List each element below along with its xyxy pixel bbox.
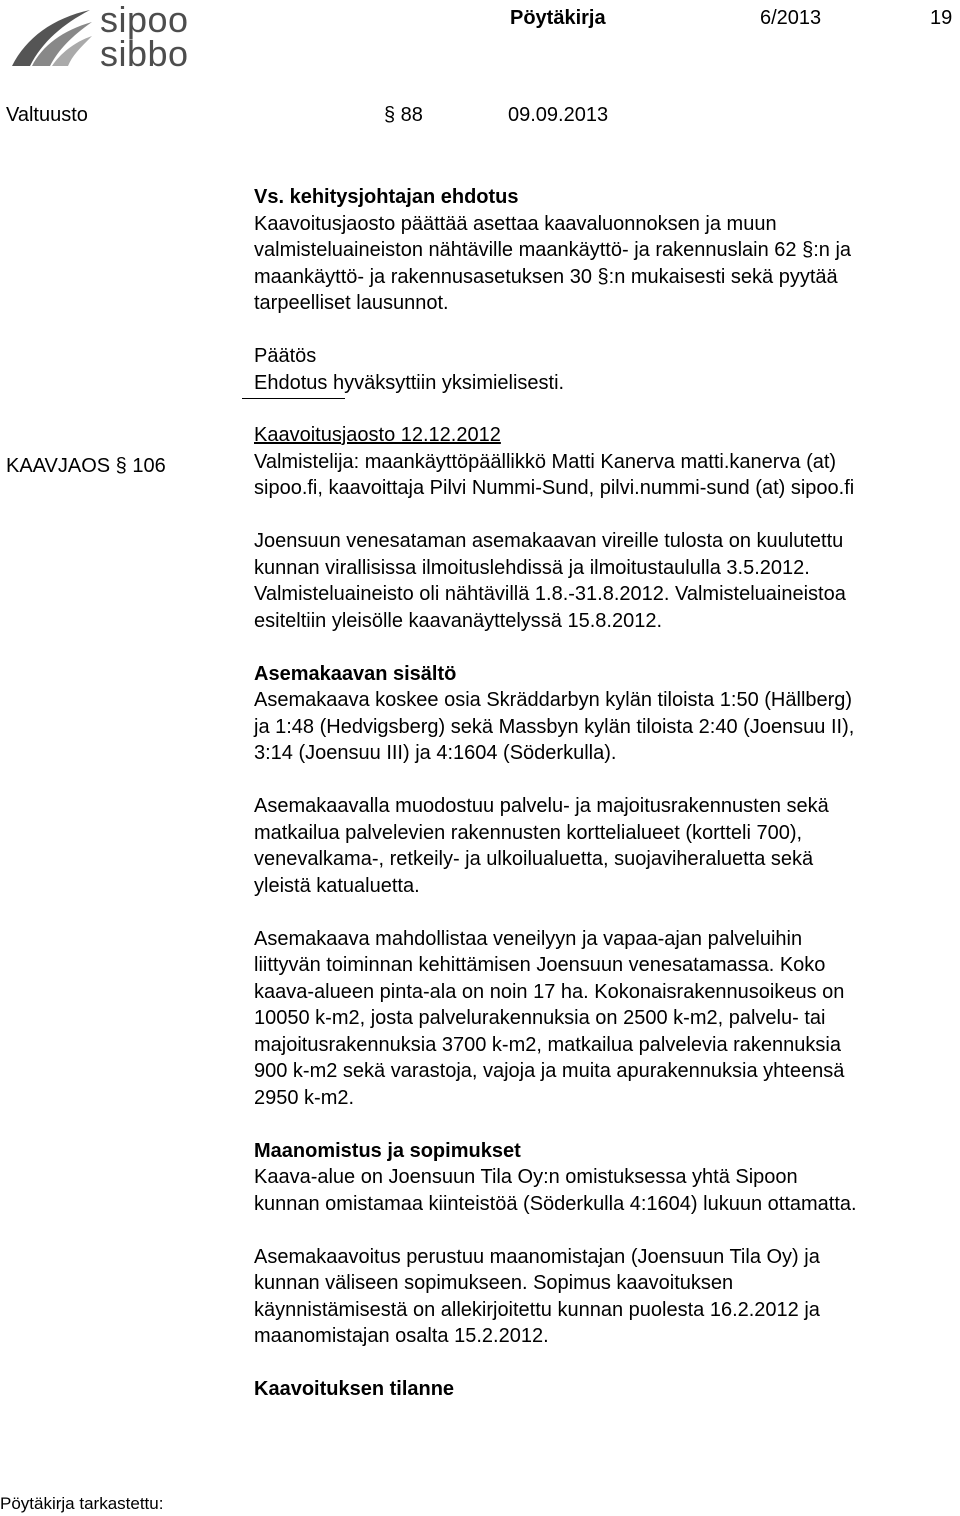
paragraph-line: ja 1:48 (Hedvigsberg) sekä Massbyn kylän tiloista 2:40 (Joensuu II), [254, 715, 855, 738]
paragraph-line: yleistä katualuetta. [254, 874, 420, 897]
paragraph-line: kaava-alueen pinta-ala on noin 17 ha. Kokonaisrakennusoikeus on [254, 980, 845, 1003]
page-number: 19 [930, 7, 953, 29]
sipoo-sibbo-logo [8, 0, 258, 74]
announcement-line: Joensuun venesataman asemakaavan vireille tulosta on kuulutettu [254, 530, 844, 552]
content-heading: Asemakaavan sisältö [254, 662, 457, 685]
decision-heading: Päätös [254, 345, 317, 367]
paragraph-line: maanomistajan osalta 15.2.2012. [254, 1325, 549, 1347]
paragraph-line: majoitusrakennuksia 3700 k-m2, matkailua palvelevia rakennuksia [254, 1033, 841, 1056]
paragraph-line: matkailua palvelevien rakennusten korttelialueet (kortteli 700), [254, 821, 803, 844]
logo-text-sipoo: sipoo [100, 0, 189, 40]
paragraph-line: Asemakaavoitus perustuu maanomistajan (Joensuun Tila Oy) ja [254, 1245, 820, 1268]
announcement-line: esiteltiin yleisölle kaavanäyttelyssä 15.8.2012. [254, 609, 663, 632]
proposal-heading: Vs. kehitysjohtajan ehdotus [254, 186, 519, 208]
decision-text: Ehdotus hyväksyttiin yksimielisesti. [254, 371, 565, 394]
proposal-line: Kaavoitusjaosto päättää asettaa kaavaluonnoksen ja muun [254, 212, 777, 235]
paragraph-line: venevalkama-, retkeily- ja ulkoilualuetta, suojaviheraluetta sekä [254, 848, 814, 870]
status-heading: Kaavoituksen tilanne [254, 1378, 455, 1400]
announcement-line: Valmisteluaineisto oli nähtävillä 1.8.-31.8.2012. Valmisteluaineistoa [254, 583, 846, 605]
proposal-line: maankäyttö- ja rakennusasetuksen 30 §:n mukaisesti sekä pyytää [254, 265, 838, 288]
paragraph-line: Asemakaava mahdollistaa veneilyyn ja vapaa-ajan palveluihin [254, 927, 803, 950]
document-type: Pöytäkirja [510, 7, 606, 29]
announcement-line: kunnan virallisissa ilmoituslehdissä ja ilmoitustaululla 3.5.2012. [254, 556, 810, 579]
meeting-body: Valtuusto [6, 104, 88, 126]
paragraph-line: 2950 k-m2. [254, 1086, 355, 1109]
paragraph-line: käynnistämisestä on allekirjoitettu kunnan puolesta 16.2.2012 ja [254, 1298, 820, 1321]
proposal-line: valmisteluaineiston nähtäville maankäyttö- ja rakennuslain 62 §:n ja [254, 239, 852, 261]
paragraph-line: kunnan omistamaa kiinteistöä (Söderkulla 4:1604) lukuun ottamatta. [254, 1192, 857, 1215]
ownership-heading: Maanomistus ja sopimukset [254, 1139, 521, 1162]
meeting-date: 09.09.2013 [508, 104, 609, 126]
kaavjaos-reference: KAAVJAOS § 106 [6, 455, 166, 477]
section-number: § 88 [384, 104, 423, 126]
paragraph-line: Asemakaavalla muodostuu palvelu- ja majoitusrakennusten sekä [254, 795, 829, 817]
logo-text-sibbo: sibbo [100, 33, 189, 74]
paragraph-line: liittyvän toiminnan kehittämisen Joensuun venesatamassa. Koko [254, 954, 826, 976]
preparer-line: Valmistelija: maankäyttöpäällikkö Matti Kanerva matti.kanerva (at) [254, 450, 837, 473]
paragraph-line: Kaava-alue on Joensuun Tila Oy:n omistuksessa yhtä Sipoon [254, 1166, 798, 1188]
paragraph-line: 10050 k-m2, josta palvelurakennuksia on 2500 k-m2, palvelu- tai [254, 1007, 826, 1029]
main-content [254, 184, 954, 1403]
document-number: 6/2013 [760, 7, 822, 29]
paragraph-line: kunnan väliseen sopimukseen. Sopimus kaavoituksen [254, 1272, 734, 1294]
separator-line [242, 398, 345, 399]
paragraph-line: Asemakaava koskee osia Skräddarbyn kylän tiloista 1:50 (Hällberg) [254, 689, 853, 711]
paragraph-line: 3:14 (Joensuu III) ja 4:1604 (Söderkulla). [254, 742, 617, 764]
logo-swoosh-icon [8, 8, 94, 70]
paragraph-line: 900 k-m2 sekä varastoja, vajoja ja muita apurakennuksia yhteensä [254, 1060, 845, 1082]
preparer-line: sipoo.fi, kaavoittaja Pilvi Nummi-Sund, pilvi.nummi-sund (at) sipoo.fi [254, 477, 855, 499]
kaavjaos-meeting: Kaavoitusjaosto 12.12.2012 [254, 424, 501, 446]
proposal-line: tarpeelliset lausunnot. [254, 292, 449, 314]
footer-checked-label: Pöytäkirja tarkastettu: [0, 1494, 164, 1513]
